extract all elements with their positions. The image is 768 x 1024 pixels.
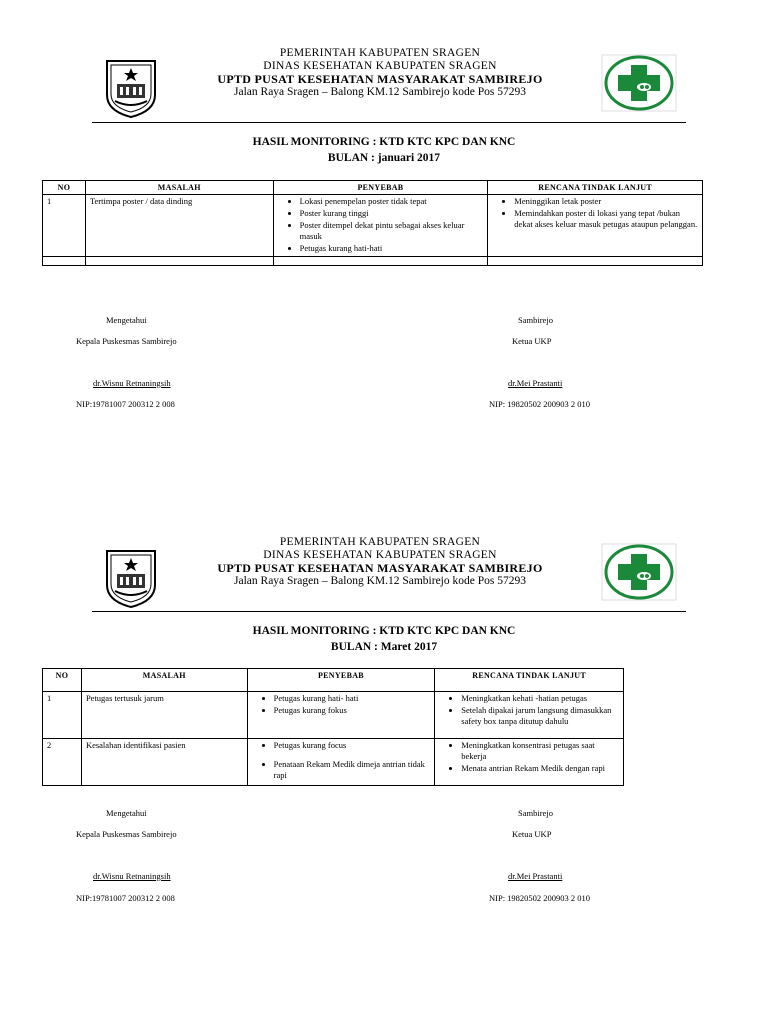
list-item: • Lokasi penempelan poster tidak tepat — [300, 196, 484, 207]
sig-right-role: Ketua UKP — [512, 336, 552, 346]
header-address: Jalan Raya Sragen – Balong KM.12 Sambirejo kode Pos 57293 — [234, 575, 526, 587]
header-line-1: PEMERINTAH KABUPATEN SRAGEN — [279, 536, 481, 548]
sig-right-name: dr.Mei Prastanti — [508, 378, 563, 388]
title-text: HASIL MONITORING : KTD KTC KPC DAN KNC — [252, 625, 516, 637]
cell-masalah: Petugas tertusuk jarum — [81, 692, 247, 739]
sragen-emblem-icon — [103, 547, 159, 609]
header-masalah: MASALAH — [85, 181, 273, 195]
list-item: • Petugas kurang focus — [274, 740, 431, 751]
header-line-2: DINAS KESEHATAN KABUPATEN SRAGEN — [263, 60, 497, 72]
sig-left-nip: NIP:19781007 200312 2 008 — [76, 893, 175, 903]
table-row — [43, 692, 624, 739]
header-rencana: RENCANA TINDAK LANJUT — [435, 669, 624, 692]
sig-right-label: Sambirejo — [518, 315, 553, 325]
list-item: • Memindahkan poster di lokasi yang tepat /bukan dekat akses keluar masuk petugas ataupun pelanggan. — [514, 208, 698, 230]
list-item: • Petugas kurang hati-hati — [300, 243, 484, 254]
header-penyebab: PENYEBAB — [247, 669, 435, 692]
sig-right-name: dr.Mei Prastanti — [508, 871, 563, 881]
month-value: januari 2017 — [377, 152, 441, 164]
cell-penyebab — [247, 739, 435, 786]
sig-right-nip: NIP: 19820502 200903 2 010 — [489, 893, 591, 903]
list-item: • Meningkatkan konsentrasi petugas saat bekerja — [461, 740, 619, 762]
header-no: NO — [43, 181, 86, 195]
cell-rencana — [435, 739, 624, 786]
cell-penyebab — [247, 692, 435, 739]
month-value: Maret 2017 — [380, 641, 438, 653]
cell-rencana — [435, 692, 624, 739]
month-label: BULAN : — [330, 641, 381, 653]
sig-right-role: Ketua UKP — [512, 829, 552, 839]
title-text: HASIL MONITORING : KTD KTC KPC DAN KNC — [252, 136, 516, 148]
table-row — [43, 739, 624, 786]
list-item: • Meningkatkan kehati -hatian petugas — [461, 693, 619, 704]
sig-left-role: Kepala Puskesmas Sambirejo — [76, 829, 177, 839]
list-item: • Meninggikan letak poster — [514, 196, 698, 207]
header-rencana: RENCANA TINDAK LANJUT — [488, 181, 703, 195]
puskesmas-cross-icon — [600, 542, 678, 602]
list-item: • Menata antrian Rekam Medik dengan rapi — [461, 763, 619, 774]
header-line-2: DINAS KESEHATAN KABUPATEN SRAGEN — [263, 549, 497, 561]
sig-left-role: Kepala Puskesmas Sambirejo — [76, 336, 177, 346]
cell-no: 1 — [43, 692, 82, 739]
list-item: • Penataan Rekam Medik dimeja antrian tidak rapi — [274, 759, 431, 781]
cell-no: 1 — [43, 195, 86, 257]
header-line-3: UPTD PUSAT KESEHATAN MASYARAKAT SAMBIREJO — [217, 561, 543, 575]
list-item: • Petugas kurang fokus — [274, 705, 431, 716]
header-penyebab: PENYEBAB — [273, 181, 488, 195]
sig-left-nip: NIP:19781007 200312 2 008 — [76, 399, 175, 409]
sig-left-name: dr.Wisnu Retnaningsih — [93, 378, 171, 388]
cell-masalah: Tertimpa poster / data dinding — [85, 195, 273, 257]
month-label: BULAN : — [327, 152, 378, 164]
table-header-row — [43, 669, 624, 692]
list-item: • Poster kurang tinggi — [300, 208, 484, 219]
list-item: • Petugas kurang hati- hati — [274, 693, 431, 704]
cell-no: 2 — [43, 739, 82, 786]
monitoring-table — [42, 668, 624, 786]
header-address: Jalan Raya Sragen – Balong KM.12 Sambirejo kode Pos 57293 — [234, 86, 526, 98]
sig-right-nip: NIP: 19820502 200903 2 010 — [489, 399, 591, 409]
sig-left-label: Mengetahui — [106, 315, 147, 325]
header-line-3: UPTD PUSAT KESEHATAN MASYARAKAT SAMBIREJO — [217, 72, 543, 86]
report-title — [0, 623, 768, 655]
sig-left-name: dr.Wisnu Retnaningsih — [93, 871, 171, 881]
cell-masalah: Kesalahan identifikasi pasien — [81, 739, 247, 786]
header-line-1: PEMERINTAH KABUPATEN SRAGEN — [279, 47, 481, 59]
list-item: • Poster ditempel dekat pintu sebagai akses keluar masuk — [300, 220, 484, 242]
header-divider — [92, 611, 686, 612]
sig-right-label: Sambirejo — [518, 808, 553, 818]
header-masalah: MASALAH — [81, 669, 247, 692]
month-line — [0, 639, 768, 655]
sig-left-label: Mengetahui — [106, 808, 147, 818]
header-no: NO — [43, 669, 82, 692]
list-item: • Setelah dipakai jarum langsung dimasukkan safety box tanpa ditutup dahulu — [461, 705, 619, 727]
